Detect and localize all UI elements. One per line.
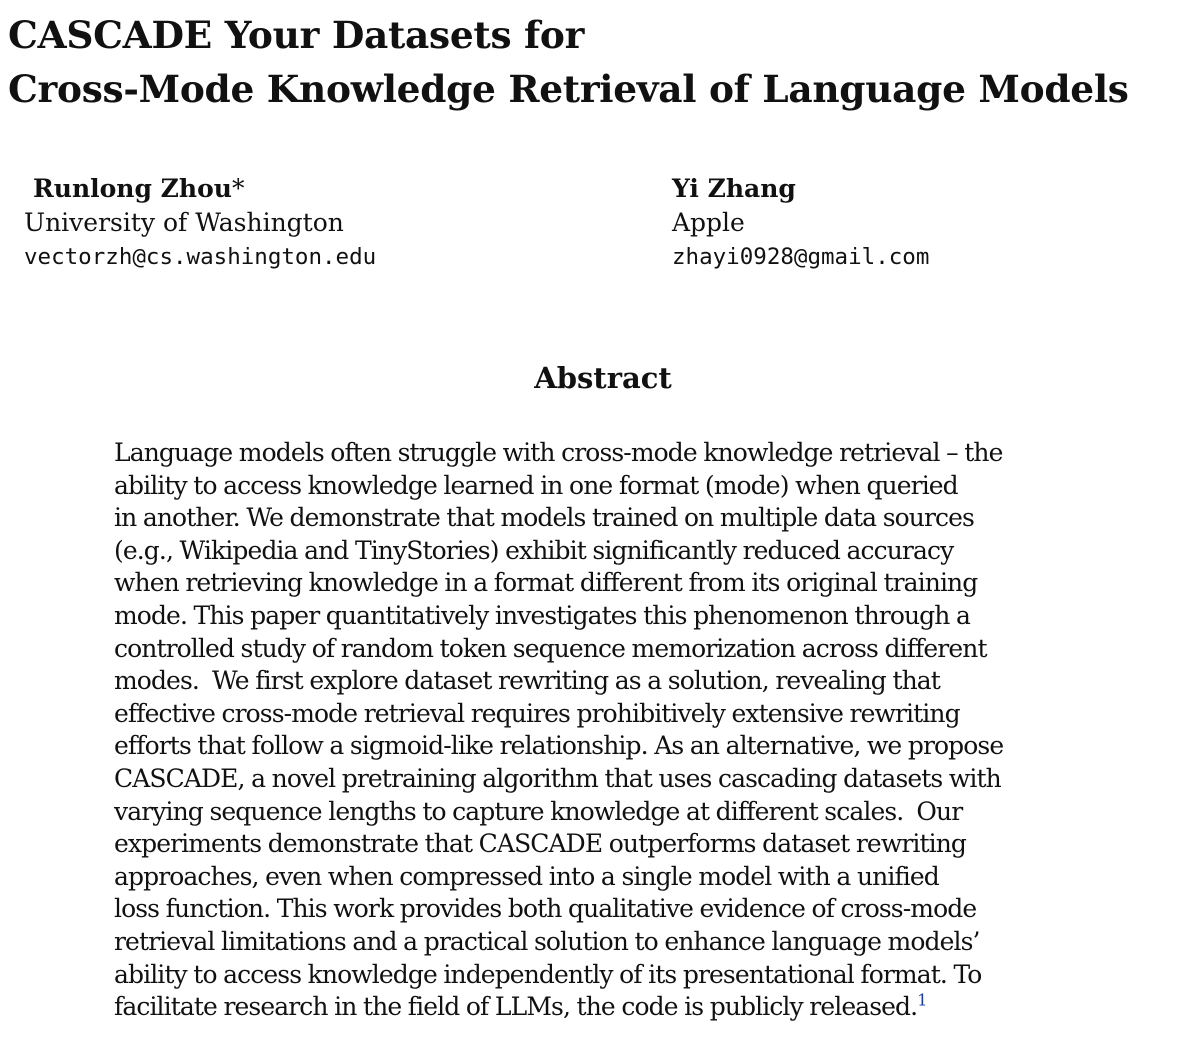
paper-title — [8, 8, 1129, 116]
abstract-line: efforts that follow a sigmoid-like relationship. As an alternative, we propose — [114, 731, 1004, 761]
author-name: Runlong Zhou* — [33, 174, 245, 203]
abstract-line: Language models often struggle with cross-mode knowledge retrieval – the — [114, 438, 1003, 467]
abstract-body — [114, 437, 1003, 1024]
abstract-line: approaches, even when compressed into a single model with a unified — [114, 861, 939, 891]
abstract-line: ability to access knowledge learned in one format (mode) when queried — [114, 470, 958, 500]
author-footnote-mark: * — [231, 174, 245, 203]
abstract-line: (e.g., Wikipedia and TinyStories) exhibit significantly reduced accuracy — [114, 535, 954, 565]
author-email[interactable]: vectorzh@cs.washington.edu — [24, 244, 377, 270]
author-affiliation: Apple — [672, 208, 745, 237]
paper-title-line-2: Cross-Mode Knowledge Retrieval of Language Models — [8, 67, 1129, 111]
abstract-line: loss function. This work provides both qualitative evidence of cross-mode — [114, 894, 977, 924]
abstract-line: retrieval limitations and a practical solution to enhance language models’ — [114, 926, 980, 956]
author-email[interactable]: zhayi0928@gmail.com — [672, 244, 930, 270]
author-name: Yi Zhang — [672, 174, 796, 203]
footnote-link[interactable]: 1 — [917, 990, 928, 1010]
paper-title-line-1: CASCADE Your Datasets for — [8, 13, 585, 57]
abstract-line: experiments demonstrate that CASCADE outperforms dataset rewriting — [114, 829, 967, 859]
author-block-1 — [24, 172, 376, 274]
abstract-line: in another. We demonstrate that models trained on multiple data sources — [114, 503, 974, 533]
abstract-line: CASCADE, a novel pretraining algorithm that uses cascading datasets with — [114, 763, 1001, 793]
abstract-heading: Abstract — [534, 361, 672, 395]
author-block-2 — [672, 172, 929, 274]
abstract-line: varying sequence lengths to capture knowledge at different scales. Our — [114, 796, 963, 826]
abstract-line: controlled study of random token sequence memorization across different — [114, 633, 987, 663]
abstract-line: effective cross-mode retrieval requires prohibitively extensive rewriting — [114, 698, 960, 728]
abstract-line: modes. We first explore dataset rewriting as a solution, revealing that — [114, 666, 940, 696]
abstract-last-line: facilitate research in the field of LLMs, the code is publicly released.$^1$ — [114, 990, 928, 1022]
author-affiliation: University of Washington — [24, 208, 344, 237]
abstract-line: when retrieving knowledge in a format different from its original training — [114, 568, 978, 598]
abstract-line: mode. This paper quantitatively investigates this phenomenon through a — [114, 600, 971, 630]
abstract-line: ability to access knowledge independently of its presentational format. To — [114, 959, 982, 989]
